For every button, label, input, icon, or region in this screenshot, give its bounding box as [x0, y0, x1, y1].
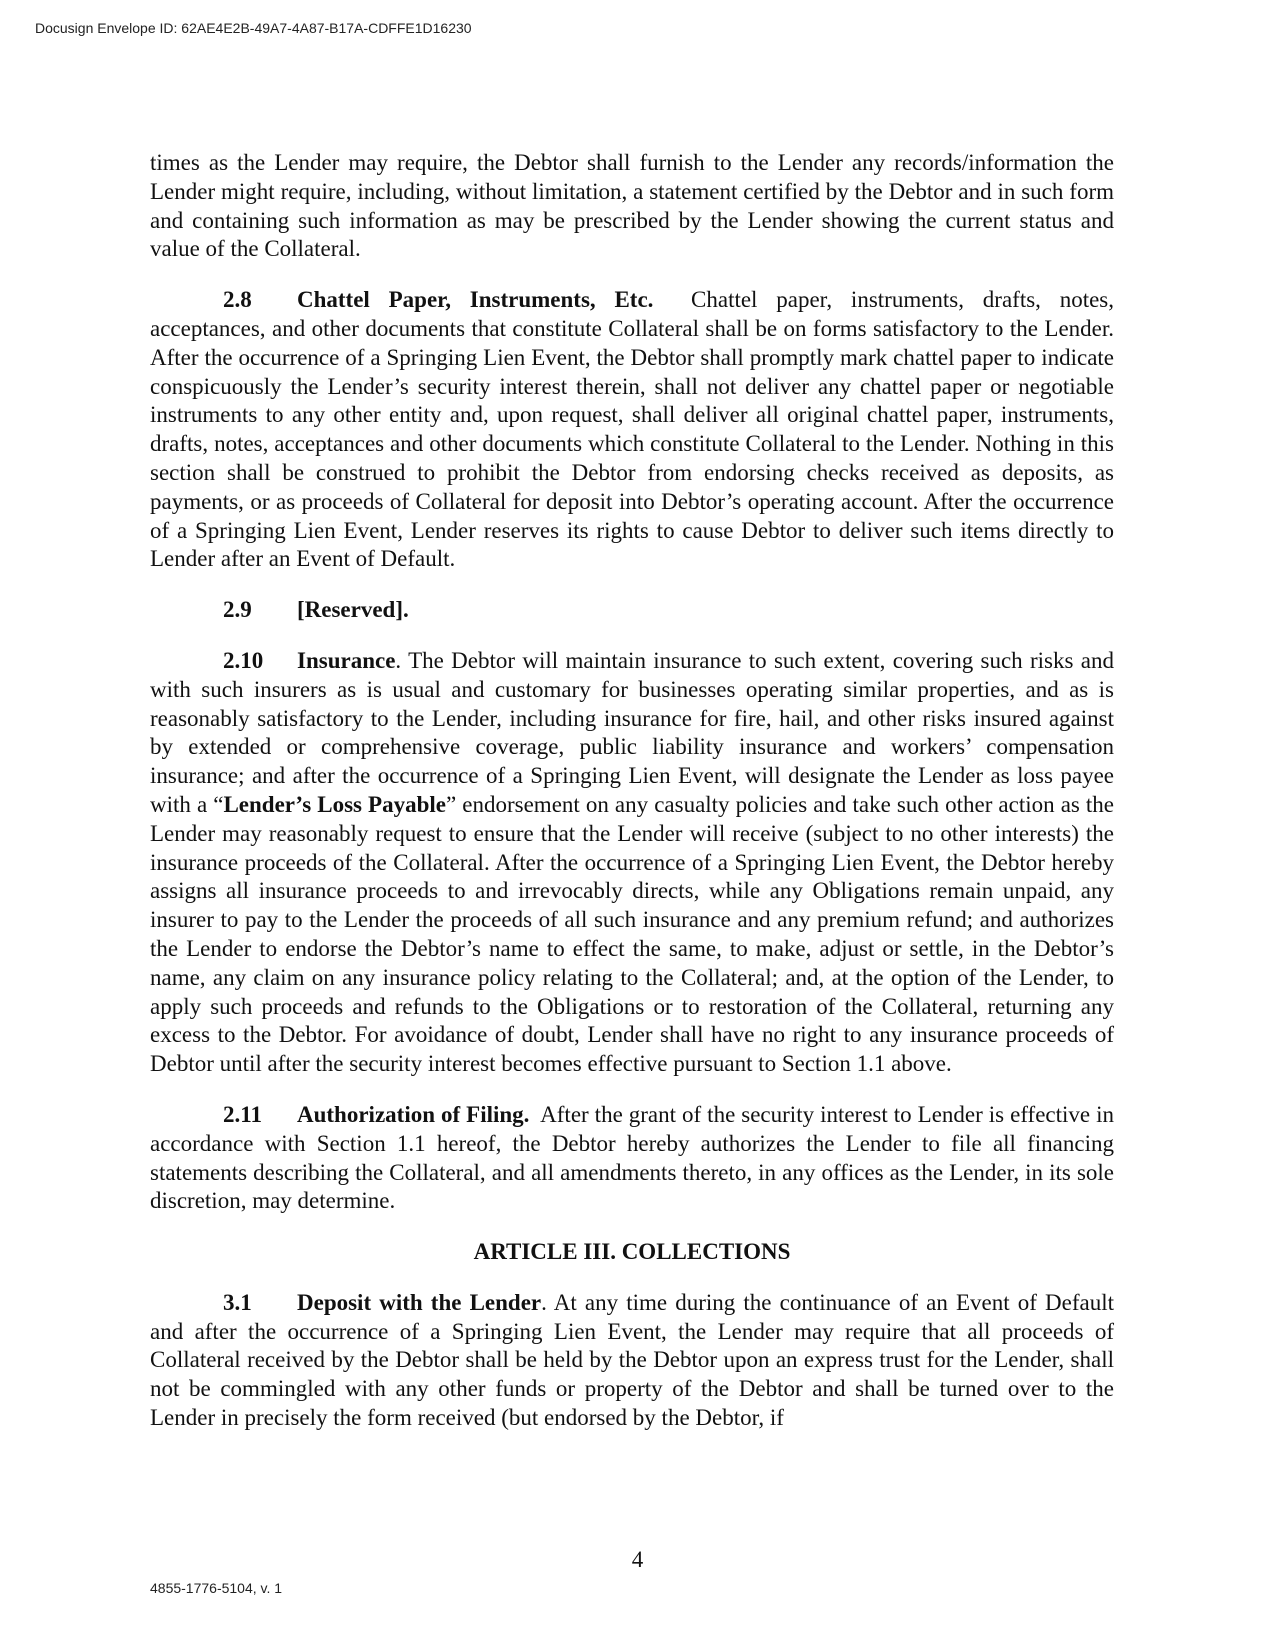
intro-paragraph: times as the Lender may require, the Debtor shall furnish to the Lender any records/information the Lender might require, including, without limitation, a statement certified by the Debtor and in such form and containing such information as may be prescribed by the Lender showing the current status and value of the Collateral.	[150, 150, 1114, 262]
page-number: 4	[631, 1547, 644, 1572]
loss-payable-term: Lender’s Loss Payable	[223, 791, 446, 817]
section-number: 3.1	[223, 1289, 252, 1315]
section-number: 2.11	[223, 1101, 262, 1127]
section-number: 2.10	[223, 647, 264, 673]
article-3-heading: ARTICLE III. COLLECTIONS	[473, 1239, 791, 1265]
document-body	[150, 149, 1114, 1455]
section-text: . The Debtor will maintain insurance to such extent, covering such risks and with such insurers as is usual and customary for businesses operating similar properties, and as is reasonably satisfactory to the Lender, including insurance for fire, hail, and other risks insured against by extended or comprehensive coverage, public liability insurance and workers’ compensation insurance; and after the occurrence of a Springing Lien Event, will designate the Lender as loss payee with a “	[150, 647, 1114, 817]
section-heading: Authorization of Filing.	[297, 1101, 530, 1127]
section-heading: [Reserved].	[297, 597, 409, 623]
section-number: 2.9	[223, 597, 252, 623]
section-text: Chattel paper, instruments, drafts, notes, acceptances, and other documents that constitute Collateral shall be on forms satisfactory to the Lender. After the occurrence of a Springing Lien Event, the Debtor shall promptly mark chattel paper to indicate conspicuously the Lender’s security interest therein, shall not deliver any chattel paper or negotiable instruments to any other entity and, upon request, shall deliver all original chattel paper, instruments, drafts, notes, acceptances and other documents which constitute Collateral to the Lender. Nothing in this section shall be construed to prohibit the Debtor from endorsing checks received as deposits, as payments, or as proceeds of Collateral for deposit into Debtor’s operating account. After the occurrence of a Springing Lien Event, Lender reserves its rights to cause Debtor to deliver such items directly to Lender after an Event of Default.	[150, 287, 1115, 572]
section-heading: Deposit with the Lender	[297, 1289, 542, 1315]
section-number: 2.8	[223, 287, 252, 313]
section-text-continued: ” endorsement on any casualty policies and take such other action as the Lender may reasonably request to ensure that the Lender will receive (subject to no other interests) the insurance proceeds of the Collateral. After the occurrence of a Springing Lien Event, the Debtor hereby assigns all insurance proceeds to and irrevocably directs, while any Obligations remain unpaid, any insurer to pay to the Lender the proceeds of all such insurance and any premium refund; and authorizes the Lender to endorse the Debtor’s name to effect the same, to make, adjust or settle, in the Debtor’s name, any claim on any insurance policy relating to the Collateral; and, at the option of the Lender, to apply such proceeds and refunds to the Obligations or to restoration of the Collateral, returning any excess to the Debtor. For avoidance of doubt, Lender shall have no right to any insurance proceeds of Debtor until after the security interest becomes effective pursuant to Section 1.1 above.	[150, 791, 1115, 1077]
section-3-1	[150, 1289, 1114, 1433]
section-heading: Chattel Paper, Instruments, Etc.	[297, 287, 654, 313]
section-2-10	[150, 647, 1114, 1079]
section-2-8	[150, 286, 1114, 574]
section-2-9	[150, 596, 1114, 625]
section-text: . At any time during the continuance of an Event of Default and after the occurrence of a Springing Lien Event, the Lender may require that all proceeds of Collateral received by the Debtor shall be held by the Debtor upon an express trust for the Lender, shall not be commingled with any other funds or property of the Debtor and shall be turned over to the Lender in precisely the form received (but endorsed by the Debtor, if	[150, 1289, 1114, 1431]
docusign-envelope-id: Docusign Envelope ID: 62AE4E2B-49A7-4A87-B17A-CDFFE1D16230	[35, 20, 472, 36]
document-id: 4855-1776-5104, v. 1	[150, 1580, 283, 1596]
section-text: After the grant of the security interest to Lender is effective in accordance with Section 1.1 hereof, the Debtor hereby authorizes the Lender to file all financing statements describing the Collateral, and all amendments thereto, in any offices as the Lender, in its sole discretion, may determine.	[150, 1101, 1115, 1214]
section-2-11	[150, 1101, 1114, 1216]
section-heading: Insurance	[297, 647, 396, 673]
